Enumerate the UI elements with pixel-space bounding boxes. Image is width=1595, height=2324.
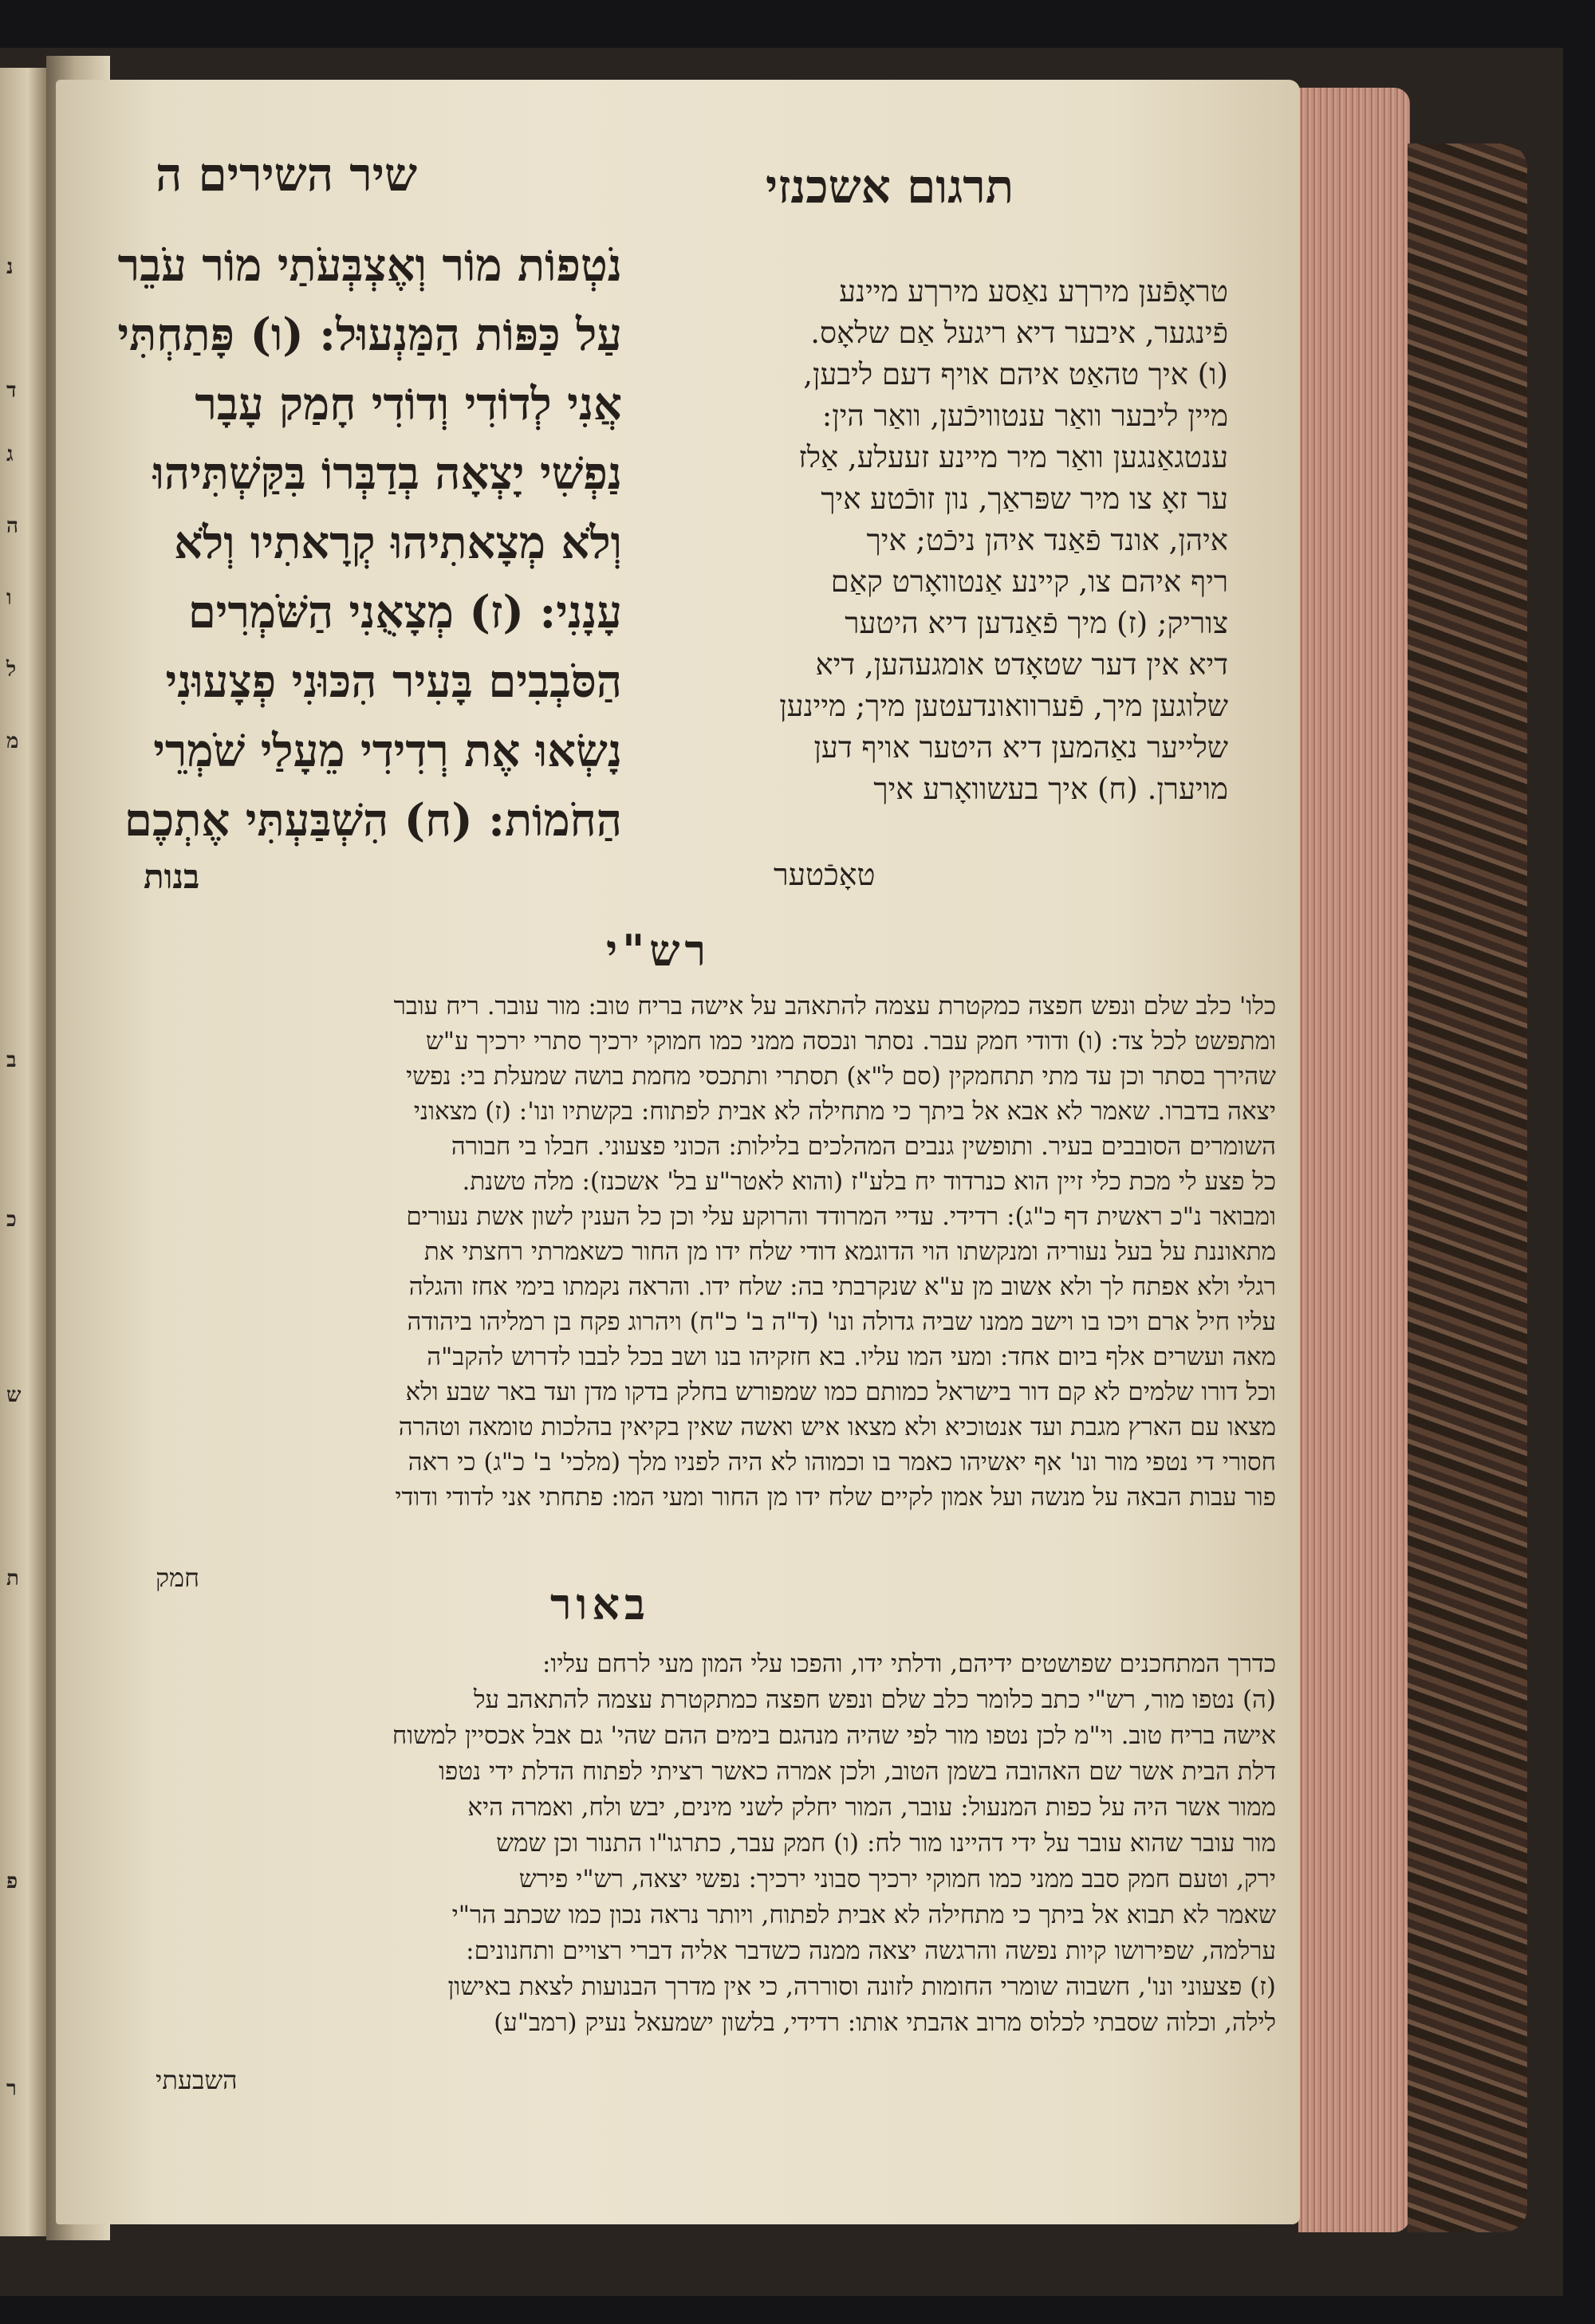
- rashi-commentary: [76, 989, 1276, 1515]
- biur-line: ירק, וטעם חמק סבב ממני כמו חמוקי ירכיך סבוני ירכיך: נפשי יצאה, רש"י פירש: [518, 1865, 1276, 1893]
- prev-page-letter: ת: [6, 1567, 19, 1591]
- yiddish-line: דיא אין דער שטאָדט אומגעהען, דיא: [815, 647, 1228, 682]
- yiddish-line: מויערן. (ח) איך בעשוואָרע איך: [873, 772, 1228, 806]
- biur-commentary: [76, 1646, 1276, 2041]
- page-edges: [1298, 88, 1410, 2232]
- biur-line: לילה, וכלוה שסבתי לכלוס מרוב אהבתי אותו: רדידי, בלשון ישמעאל נעיק (רמב"ע): [494, 2008, 1276, 2037]
- rashi-heading: רש"י: [606, 925, 711, 976]
- rashi-line: ומתפשט לכל צד: (ו) ודודי חמק עבר. נסתר ונכסה ממני כמו חמוקי ירכיך סתרי ירכיך ע"ש: [425, 1027, 1276, 1056]
- hebrew-line: אֲנִי לְדוֹדִי וְדוֹדִי חָמַק עָבָר: [195, 378, 622, 431]
- yiddish-line: ענטגאַנגען וואַר מיר מיינע זעעלע, אַלז: [798, 440, 1228, 474]
- running-head-left: שיר השירים ה: [156, 147, 418, 202]
- prev-page-letter: פ: [6, 1870, 18, 1893]
- rashi-catchword: חמק: [156, 1563, 200, 1593]
- prev-page-letter: ה: [6, 514, 18, 538]
- prev-page-letter: ג: [6, 442, 14, 466]
- hebrew-line: נָשְׂאוּ אֶת רְדִידִי מֵעָלַי שֹׁמְרֵי: [153, 725, 622, 777]
- hebrew-line: הַסֹּבְבִים בָּעִיר הִכּוּנִי פְצָעוּנִי: [165, 655, 622, 708]
- yiddish-line: צוריק; (ז) מיך פֿאַנדען דיא היטער: [845, 606, 1228, 640]
- prev-page-letter: כ: [6, 1208, 17, 1232]
- yiddish-line: (ו) איך טהאַט איהם אויף דעם ליבען,: [803, 357, 1228, 391]
- biur-line: ערלמה, שפירושו קיות נפשה והרגשה יצאה ממנה כשדבר אליה דברי רצויים ותחנונים:: [466, 1937, 1276, 1965]
- hebrew-line: וְלֹא מְצָאתִיהוּ קְרָאתִיו וְלֹא: [174, 517, 622, 569]
- biur-line: דלת הבית אשר שם האהובה בשמן הטוב, ולכן אמרה כאשר רציתי לפתוח הדלת ידי נטפו: [439, 1757, 1276, 1786]
- rashi-line: ומבואר נ"כ ראשית דף כ"ג): רדידי. עדיי המרודד והרוקע עלי וכן כל הענין לשון אשת נעורים: [406, 1202, 1276, 1231]
- biur-heading: באור: [550, 1579, 651, 1630]
- biur-line: (ה) נטפו מור, רש"י כתב כלומר כלב שלם ונפש חפצה כמתקטרת עצמה להתאהב על: [473, 1685, 1276, 1714]
- prev-page-letter: ש: [6, 1383, 22, 1407]
- marbled-cover: [1408, 144, 1527, 2232]
- biur-line: (ז) פצעוני ונו', חשבוה שומרי החומות לזונה וסוררה, כי אין מדרך הבנועות לצאת באישון: [447, 1972, 1276, 2001]
- biur-catchword: השבעתי: [156, 2065, 238, 2095]
- biur-line: שאמר לא תבוא אל ביתך כי מתחילה לא אבית לפתוח, ויותר נראה נכון כמו שכתב הר"י: [451, 1901, 1276, 1929]
- yiddish-line: ער זאָ צו מיר שפּראַך, נון זוכֿטע איך: [821, 482, 1228, 516]
- running-head-right: תרגום אשכנזי: [766, 159, 1014, 214]
- hebrew-line: עַל כַּפּוֹת הַמַּנְעוּל: (ו) פָּתַחְתִּי: [117, 309, 622, 361]
- rashi-line: יצאה בדברו. שאמר לא אבא אל ביתך כי מתחילה לא אבית לפתוח: בקשתיו ונו': (ז) מצאוני: [413, 1097, 1276, 1126]
- biur-line: כדרך המתחכנים שפושטים ידיהם, ודלתי ידו, והפכו עלי המון מעי לרחם עליו:: [542, 1650, 1276, 1678]
- rashi-line: כל פצע לי מכת כלי זיין הוא כנרדוד יח בלע"ז (והוא לאטר"ע בל' אשכנז): מלה טשנת.: [462, 1167, 1276, 1196]
- rashi-line: מאה ועשרים אלף ביום אחד: ומעי המו עליו. בא חזקיהו בנו ושב בכל לבבו לדרוש להקב"ה: [427, 1343, 1276, 1371]
- prev-page-letter: ר: [6, 2077, 17, 2101]
- rashi-line: רגלי ולא אפתח לך ולא אשוב מן ע"א שנקרבתי בה: שלח ידו. והראה נקמתו בימי אחז והגלה: [408, 1272, 1276, 1301]
- yiddish-line: שלוגען מיך, פֿערוואונדעטען מיך; מיינען: [779, 689, 1228, 723]
- prev-page-letter: מ: [6, 729, 19, 753]
- biur-line: מור עובר שהוא עובר על ידי דהיינו מור לח: (ו) חמק עבר, כתרגו"ו התנור וכן שמש: [496, 1829, 1276, 1858]
- rashi-line: חסורי די נטפי מור ונו' אף יאשיהו כאמר בו וכמוהו לא היה לפניו מלך (מלכי' ב' כ"ג) כי ראה: [408, 1448, 1276, 1477]
- yiddish-line: ריף איהם צו, קיינע אַנטוואָרט קאַם: [830, 564, 1228, 599]
- rashi-line: מתאוננת על בעל נעוריה ומנקשתו הוי הדוגמא דודי שלח ידו מן החור כשאמרתי רחצתי את: [423, 1237, 1276, 1266]
- hebrew-line: נֹטְפוֹת מוֹר וְאֶצְבְּעֹתַי מוֹר עֹבֵר: [117, 239, 622, 292]
- hebrew-line: עָנָנִי: (ז) מְצָאֻנִי הַשֹּׁמְרִים: [187, 586, 622, 639]
- yiddish-catchword: טאָכֿטער: [774, 857, 876, 892]
- yiddish-line: טראָפֿען מירךע נאַסע מירךע מיינע: [839, 274, 1228, 309]
- rashi-line: מצאו עם הארץ מגבת ועד אנטוכיא ולא מצאו איש ואשה שאין בקיאין בהלכות טומאה וטהרה: [398, 1413, 1276, 1441]
- previous-page-edge: [0, 68, 46, 2236]
- yiddish-line: שלייער נאַהמען דיא היטער אויף דען: [813, 730, 1228, 765]
- rashi-line: עליו חיל ארם ויכו בו וישב ממנו שביה גדולה ונו' (ד"ה ב' כ"ח) ויהרוג פקח בן רמליהו ביהודה: [407, 1307, 1276, 1336]
- biur-line: אישה בריח טוב. וי"מ לכן נטפו מור לפי שהיה מנהגם בימים ההם שהי' גם אבל אכסיין למשוח: [392, 1721, 1276, 1750]
- hebrew-line: הַחֹמוֹת: (ח) הִשְׁבַּעְתִּי אֶתְכֶם: [124, 794, 622, 847]
- prev-page-letter: נ: [6, 255, 14, 279]
- yiddish-line: איהן, אונד פֿאַנד איהן ניכֿט; איך: [866, 523, 1228, 557]
- yiddish-line: פֿינגער, איבער דיא ריגעל אַם שלאָס.: [810, 316, 1228, 350]
- rashi-line: פור עבות הבאה על מנשה ועל אמון לקיים שלח ידו מן החור ומעי המו: פתחתי אני לדודי ודודי: [395, 1483, 1276, 1512]
- rashi-line: כלו' כלב שלם ונפש חפצה כמקטרת עצמה להתאהב על אישה בריח טוב: מור עובר. ריח עובר: [393, 992, 1276, 1020]
- prev-page-letter: ב: [6, 1048, 17, 1072]
- hebrew-verse-column: [104, 231, 622, 855]
- prev-page-letter: ל: [6, 658, 17, 682]
- hebrew-catchword: בנות: [144, 857, 200, 896]
- prev-page-letter: ד: [6, 379, 17, 403]
- biur-line: ממור אשר היה על כפות המנעול: עובר, המור יחלק לשני מינים, יבש ולח, ואמרה היא: [467, 1793, 1276, 1822]
- prev-page-letter: ו: [6, 586, 12, 610]
- hebrew-line: נַפְשִׁי יָצְאָה בְדַבְּרוֹ בִּקַּשְׁתִּיהוּ: [152, 447, 622, 500]
- rashi-line: השומרים הסובבים בעיר. ותופשין גנבים המהלכים בלילות: הכוני פצעוני. חבלו בי חבורה: [451, 1132, 1276, 1161]
- yiddish-line: מיין ליבער וואַר ענטוויכֿען, וואַר הין:: [821, 399, 1228, 433]
- rashi-line: וכל דורו שלמים לא קם דור בישראל כמותם כמו שמפורש בחלק בדקו מדן ועד באר שבע ולא: [405, 1378, 1276, 1406]
- rashi-line: שהירך בסתר וכן עד מתי תתחמקין (סם ל"א) תסתרי ותתכסי מחמת בושה שמעלת בי: נפשי: [406, 1062, 1276, 1091]
- yiddish-translation-column: [638, 271, 1228, 810]
